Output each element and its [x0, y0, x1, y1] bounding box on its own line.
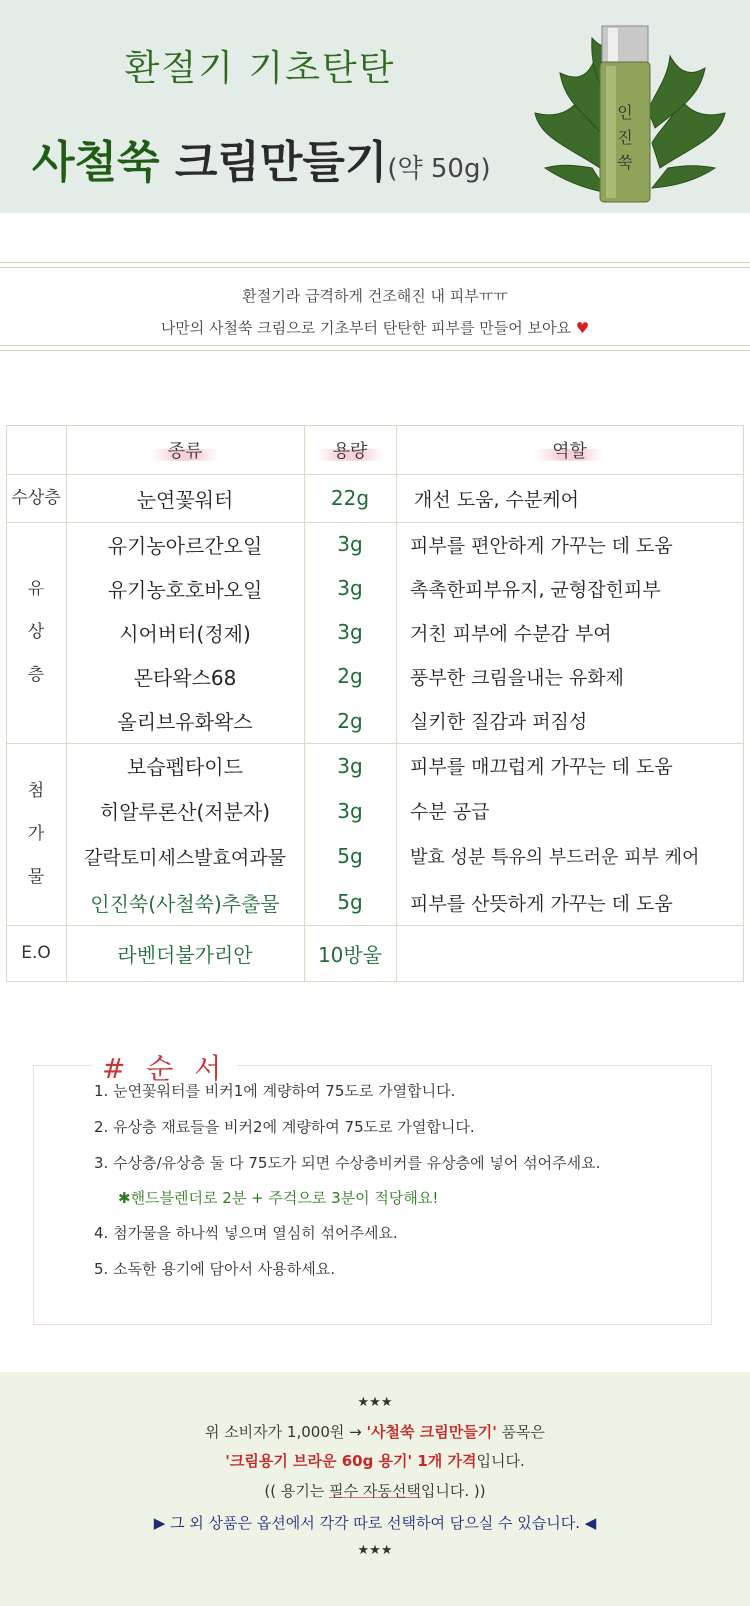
- ingredient-name: 눈연꽃워터: [136, 487, 234, 512]
- ingredient-role: [396, 925, 743, 981]
- ingredient-name: 갈락토미세스발효여과물: [84, 846, 286, 869]
- ingredient-amount: 2g: [337, 664, 363, 688]
- ingredient-amount: 3g: [337, 798, 363, 823]
- ingredient-name: 올리브유화왁스: [117, 710, 253, 734]
- ingredient-role: 거친 피부에 수분감 부여: [410, 622, 612, 645]
- footer-line-1: 위 소비자가 1,000원 → '사철쑥 크림만들기' 품목은: [204, 1423, 546, 1441]
- ingredient-amount: 3g: [337, 576, 363, 600]
- ingredient-role: 개선 도움, 수분케어: [414, 488, 579, 511]
- heart-icon: ♥: [575, 319, 590, 337]
- ingredient-name: 유기농아르간오일: [107, 533, 263, 558]
- intro-text: 나만의 사철쑥 크림으로 기초부터 탄탄한 피부를 만들어 보아요: [160, 319, 571, 337]
- group-label-additive: 첨 가 물: [27, 780, 45, 887]
- bottle-label-1: 인: [617, 103, 633, 122]
- ingredient-table: [6, 425, 744, 1002]
- ingredient-amount: 3g: [337, 532, 363, 556]
- ingredient-name: 유기농호호바오일: [107, 577, 263, 602]
- ingredient-role: 발효 성분 특유의 부드러운 피부 케어: [410, 847, 700, 868]
- divider: [0, 267, 750, 268]
- ingredient-amount: 2g: [337, 708, 363, 733]
- ingredient-name: 시어버터(정제): [119, 621, 251, 646]
- ingredient-name: 라벤더불가리안: [117, 942, 253, 967]
- mugwort-bottle-illustration: [530, 18, 730, 208]
- divider: [0, 345, 750, 346]
- ingredient-amount: 3g: [337, 753, 363, 778]
- ingredient-role: 피부를 매끄럽게 가꾸는 데 도움: [410, 756, 673, 778]
- ingredient-role: 피부를 편안하게 가꾸는 데 도움: [410, 534, 673, 557]
- title-main: 사철쑥: [32, 137, 160, 188]
- title-rest: 크림만들기: [159, 137, 388, 188]
- group-label-eo: E.O: [21, 942, 51, 963]
- ingredient-amount: 3g: [337, 620, 363, 644]
- step-item: 3. 수상층/유상층 둘 다 75도가 되면 수상층비커를 유상층에 넣어 섞어주세요.: [94, 1154, 601, 1172]
- step-item: 4. 첨가물을 하나씩 넣으며 열심히 섞어주세요.: [94, 1224, 398, 1242]
- step-tip: ✱핸드블렌더로 2분 + 주걱으로 3분이 적당해요!: [118, 1189, 439, 1207]
- ingredient-amount: 10방울: [317, 942, 383, 967]
- bottle-label-3: 쑥: [617, 153, 633, 172]
- ingredient-amount: 22g: [330, 486, 370, 510]
- ingredient-role: 피부를 산뜻하게 가꾸는 데 도움: [410, 892, 673, 915]
- ingredient-name: 보습펩타이드: [127, 755, 243, 779]
- col-header-type: 종류: [66, 425, 304, 474]
- divider: [0, 262, 750, 263]
- intro-line-2: [0, 317, 750, 338]
- intro-line-1: 환절기라 급격하게 건조해진 내 피부ㅠㅠ: [242, 287, 508, 305]
- header-subtitle: 환절기 기초탄탄: [124, 48, 396, 89]
- ingredient-amount: 5g: [337, 844, 363, 868]
- footer-stars-top: ★★★: [357, 1395, 393, 1410]
- footer-stars-bottom: ★★★: [357, 1543, 393, 1558]
- ingredient-role: 촉촉한피부유지, 균형잡힌피부: [410, 578, 661, 601]
- title-note: (약 50g): [387, 154, 491, 184]
- group-label-oil: 유 상 층: [27, 579, 45, 685]
- ingredient-role: 풍부한 크림을내는 유화제: [410, 666, 624, 689]
- step-item: 5. 소독한 용기에 담아서 사용하세요.: [94, 1260, 336, 1278]
- ingredient-name: 히알루론산(저분자): [99, 800, 271, 824]
- divider: [0, 350, 750, 351]
- footer-line-3: (( 용기는 필수 자동선택입니다. )): [264, 1482, 486, 1500]
- ingredient-role: 수분 공급: [410, 801, 490, 823]
- steps-title: # 순 서: [92, 1047, 237, 1087]
- col-header-role: 역할: [396, 425, 743, 474]
- ingredient-name-highlight: 인진쑥(사철쑥)추출물: [90, 891, 280, 916]
- step-item: 2. 유상층 재료들을 비커2에 계량하여 75도로 가열합니다.: [94, 1118, 475, 1136]
- page-title: [32, 126, 491, 190]
- col-header-amount: 용량: [304, 425, 396, 474]
- ingredient-amount: 5g: [337, 890, 363, 914]
- bottle-label-2: 진: [617, 128, 633, 147]
- group-label-water: 수상층: [11, 487, 61, 508]
- ingredient-name: 몬타왁스68: [133, 665, 237, 690]
- footer-line-2: '크림용기 브라운 60g 용기' 1개 가격입니다.: [225, 1452, 525, 1470]
- ingredient-role: 실키한 질감과 퍼짐성: [410, 711, 588, 733]
- step-item: 1. 눈연꽃워터를 비커1에 계량하여 75도로 가열합니다.: [94, 1082, 456, 1100]
- footer-line-4: ▶ 그 외 상품은 옵션에서 각각 따로 선택하여 담으실 수 있습니다. ◀: [153, 1514, 597, 1532]
